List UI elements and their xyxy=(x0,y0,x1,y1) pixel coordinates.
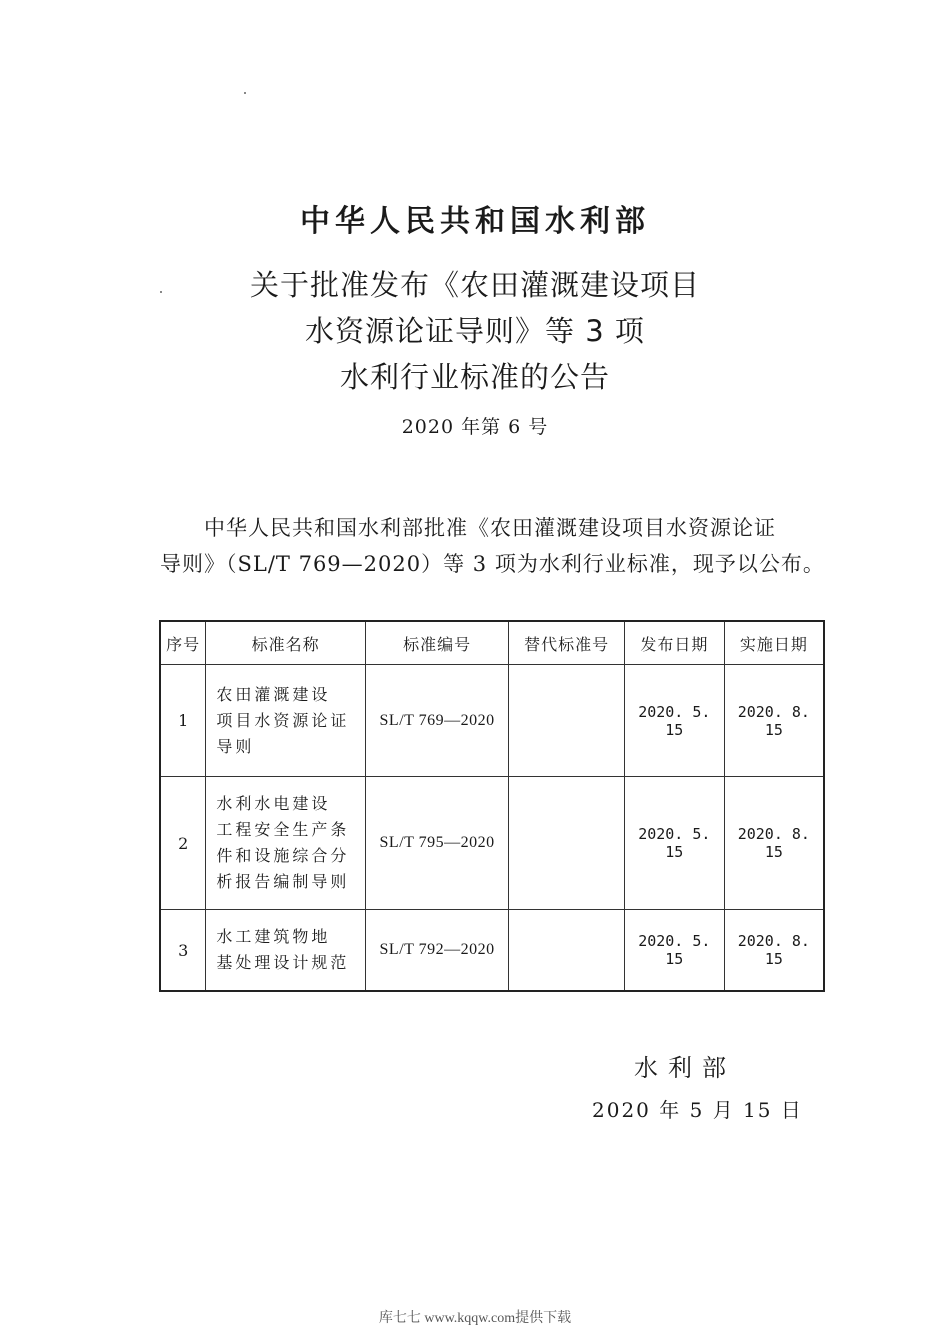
table-row xyxy=(160,777,824,910)
cell-no: 1 xyxy=(160,665,206,777)
cell-code: SL/T 769—2020 xyxy=(365,665,509,777)
name-line: 件和设施综合分 xyxy=(216,846,350,865)
cell-published: 2020. 5. 15 xyxy=(624,665,724,777)
ministry-heading: 中华人民共和国水利部 xyxy=(300,204,650,239)
header-replaces: 替代标准号 xyxy=(509,621,625,665)
cell-no: 3 xyxy=(160,910,206,992)
cell-code: SL/T 792—2020 xyxy=(365,910,509,992)
download-footer: 库七七 www.kqqw.com提供下载 xyxy=(378,1311,572,1326)
document-number: 2020 年第 6 号 xyxy=(401,416,549,438)
cell-name xyxy=(206,910,365,992)
cell-effective: 2020. 8. 15 xyxy=(724,665,824,777)
scan-speck xyxy=(244,92,246,94)
cell-published: 2020. 5. 15 xyxy=(624,910,724,992)
cell-replaces xyxy=(509,910,625,992)
cell-code: SL/T 795—2020 xyxy=(365,777,509,910)
cell-replaces xyxy=(509,665,625,777)
standards-table xyxy=(159,620,825,992)
header-no: 序号 xyxy=(160,621,206,665)
body-line: 导则》（SL/T 769—2020）等 3 项为水利行业标准，现予以公布。 xyxy=(160,552,825,576)
signatory-name: 水利部 xyxy=(634,1054,736,1082)
name-line: 基处理设计规范 xyxy=(216,953,350,972)
name-line: 农田灌溉建设 xyxy=(216,684,331,704)
header-name: 标准名称 xyxy=(206,621,365,665)
title-line: 关于批准发布《农田灌溉建设项目 xyxy=(249,268,700,302)
signature-date: 2020 年 5 月 15 日 xyxy=(592,1098,803,1122)
cell-no: 2 xyxy=(160,777,206,910)
cell-name xyxy=(206,665,365,777)
name-line: 析报告编制导则 xyxy=(216,872,350,891)
cell-name xyxy=(206,777,365,910)
cell-effective: 2020. 8. 15 xyxy=(724,910,824,992)
name-line: 工程安全生产条 xyxy=(216,820,350,839)
announcement-title xyxy=(0,262,950,400)
body-line: 中华人民共和国水利部批准《农田灌溉建设项目水资源论证 xyxy=(204,516,776,540)
title-line: 水资源论证导则》等 3 项 xyxy=(305,314,645,348)
announcement-body xyxy=(160,510,830,582)
table-row xyxy=(160,910,824,992)
name-line: 水利水电建设 xyxy=(216,794,331,813)
header-code: 标准编号 xyxy=(365,621,509,665)
table-row xyxy=(160,665,824,777)
cell-published: 2020. 5. 15 xyxy=(624,777,724,910)
header-published: 发布日期 xyxy=(624,621,724,665)
cell-effective: 2020. 8. 15 xyxy=(724,777,824,910)
header-effective: 实施日期 xyxy=(724,621,824,665)
cell-replaces xyxy=(509,777,625,910)
name-line: 水工建筑物地 xyxy=(216,927,331,946)
table-header-row xyxy=(160,621,824,665)
title-line: 水利行业标准的公告 xyxy=(339,360,610,394)
name-line: 导则 xyxy=(216,736,255,756)
name-line: 项目水资源论证 xyxy=(216,710,350,730)
